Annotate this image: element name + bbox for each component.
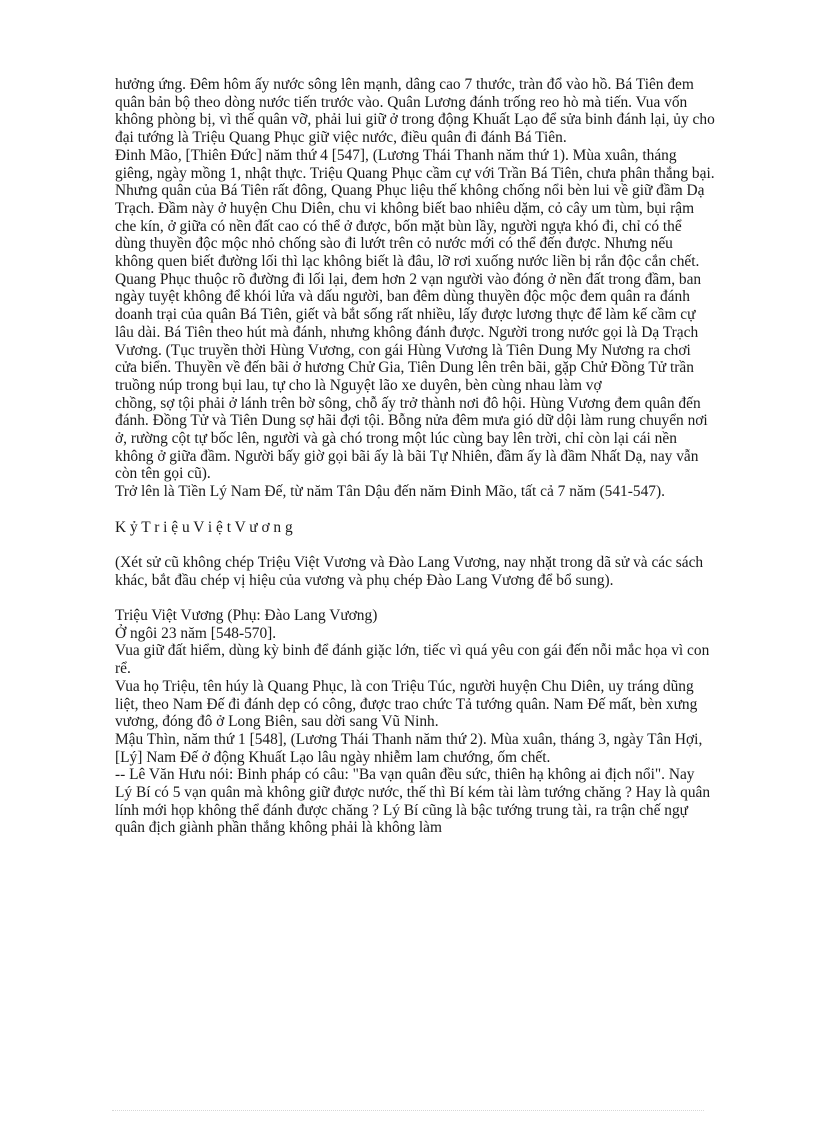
paragraph-chong-so-toi: chồng, sợ tội phải ở lánh trên bờ sông, chỗ ấy trở thành nơi đô hội. Hùng Vương đem quân đến đánh. Đồng Tử và Tiên Dung sợ hãi đợi tội. Bỗng nửa đêm mưa gió dữ dội làm rung chuyển nơi ở, rường cột tự bốc lên, người và gà chó trong một lúc cùng bay lên trời, chỉ còn lại cái nền không ở giữa đầm. Người bấy giờ gọi bãi ấy là bãi Tự Nhiên, đầm ấy là đầm Nhất Dạ, nay vẫn còn tên gọi cũ).	[115, 394, 708, 483]
chapter-heading: K ỷ T r i ệ u V i ệ t V ư ơ n g	[115, 518, 293, 536]
blank-line	[115, 589, 715, 607]
paragraph-tro-len: Trở lên là Tiền Lý Nam Đế, từ năm Tân Dậu đến năm Đinh Mão, tất cả 7 năm (541-547).	[115, 483, 665, 501]
page-bottom-border	[112, 1110, 704, 1111]
blank-line	[115, 536, 715, 554]
paragraph-continuation: hưởng ứng. Đêm hôm ấy nước sông lên mạnh, dâng cao 7 thước, tràn đổ vào hồ. Bá Tiên đem quân bản bộ theo dòng nước tiến trước vào. Quân Lương đánh trống reo hò mà tiến. Vua vốn không phòng bị, vì thế quân vỡ, phải lui giữ ở trong động Khuất Lạo để sửa binh đánh lại, ủy cho đại tướng là Triệu Quang Phục giữ việc nước, điều quân đi đánh Bá Tiên.	[115, 76, 715, 147]
paragraph-mau-thin: Mậu Thìn, năm thứ 1 [548], (Lương Thái Thanh năm thứ 2). Mùa xuân, tháng 3, ngày Tân Hợi, [Lý] Nam Đế ở động Khuất Lạo lâu ngày nhiễm lam chướng, ốm chết.	[115, 730, 703, 766]
blank-line	[115, 501, 715, 519]
commentary-paragraph: -- Lê Văn Hưu nói: Binh pháp có câu: "Ba vạn quân đều sức, thiên hạ không ai địch nổi". Nay Lý Bí có 5 vạn quân mà không giữ được nước, thế thì Bí kém tài làm tướng chăng ? Hay là quân lính mới họp không thể đánh được chăng ? Lý Bí cũng là bậc tướng trung tài, ra trận chế ngự quân địch giành phần thắng không phải là không làm	[115, 766, 711, 837]
paragraph-dinh-mao: Đinh Mão, [Thiên Đức] năm thứ 4 [547], (Lương Thái Thanh năm thứ 1). Mùa xuân, tháng giêng, ngày mồng 1, nhật thực. Triệu Quang Phục cầm cự với Trần Bá Tiên, chưa phân thắng bại. Nhưng quân của Bá Tiên rất đông, Quang Phục liệu thế không chống nổi bèn lui về giữ đầm Dạ Trạch. Đầm này ở huyện Chu Diên, chu vi không biết bao nhiêu dặm, cỏ cây um tùm, bụi rậm che kín, ở giữa có nền đất cao có thể ở được, bốn mặt bùn lầy, người ngựa khó đi, chỉ có thể dùng thuyền độc mộc nhỏ chống sào đi lướt trên cỏ nước mới có thể đến được. Nhưng nếu không quen biết đường lối thì lạc không biết là đâu, lỡ rơi xuống nước liền bị rắn độc cắn chết. Quang Phục thuộc rõ đường đi lối lại, đem hơn 2 vạn người vào đóng ở nền đất trong đầm, ban ngày tuyệt không để khói lửa và dấu người, ban đêm dùng thuyền độc mộc đem quân ra đánh doanh trại của quân Bá Tiên, giết và bắt sống rất nhiều, lấy được lương thực để làm kế cầm cự lâu dài. Bá Tiên theo hút mà đánh, nhưng không đánh được. Người trong nước gọi là Dạ Trạch Vương. (Tục truyền thời Hùng Vương, con gái Hùng Vương là Tiên Dung My Nương ra chơi cửa biển. Thuyền về đến bãi ở hương Chử Gia, Tiên Dung lên trên bãi, gặp Chử Đồng Tử trần truồng núp trong bụi lau, tự cho là Nguyệt lão xe duyên, bèn cùng nhau làm vợ	[115, 146, 715, 394]
editor-note: (Xét sử cũ không chép Triệu Việt Vương và Đào Lang Vương, nay nhặt trong dã sử và các sách khác, bắt đầu chép vị hiệu của vương và phụ chép Đào Lang Vương để bổ sung).	[115, 553, 704, 589]
reign-length: Ở ngôi 23 năm [548-570].	[115, 624, 277, 642]
document-body	[115, 76, 715, 837]
summary-line: Vua giữ đất hiểm, dùng kỳ binh để đánh giặc lớn, tiếc vì quá yêu con gái đến nỗi mắc họa vì con rể.	[115, 642, 710, 678]
section-title: Triệu Việt Vương (Phụ: Đào Lang Vương)	[115, 607, 378, 625]
biography-paragraph: Vua họ Triệu, tên húy là Quang Phục, là con Triệu Túc, người huyện Chu Diên, uy tráng dũng liệt, theo Nam Đế đi đánh dẹp có công, được trao chức Tả tướng quân. Nam Đế mất, bèn xưng vương, đóng đô ở Long Biên, sau dời sang Vũ Ninh.	[115, 677, 698, 731]
